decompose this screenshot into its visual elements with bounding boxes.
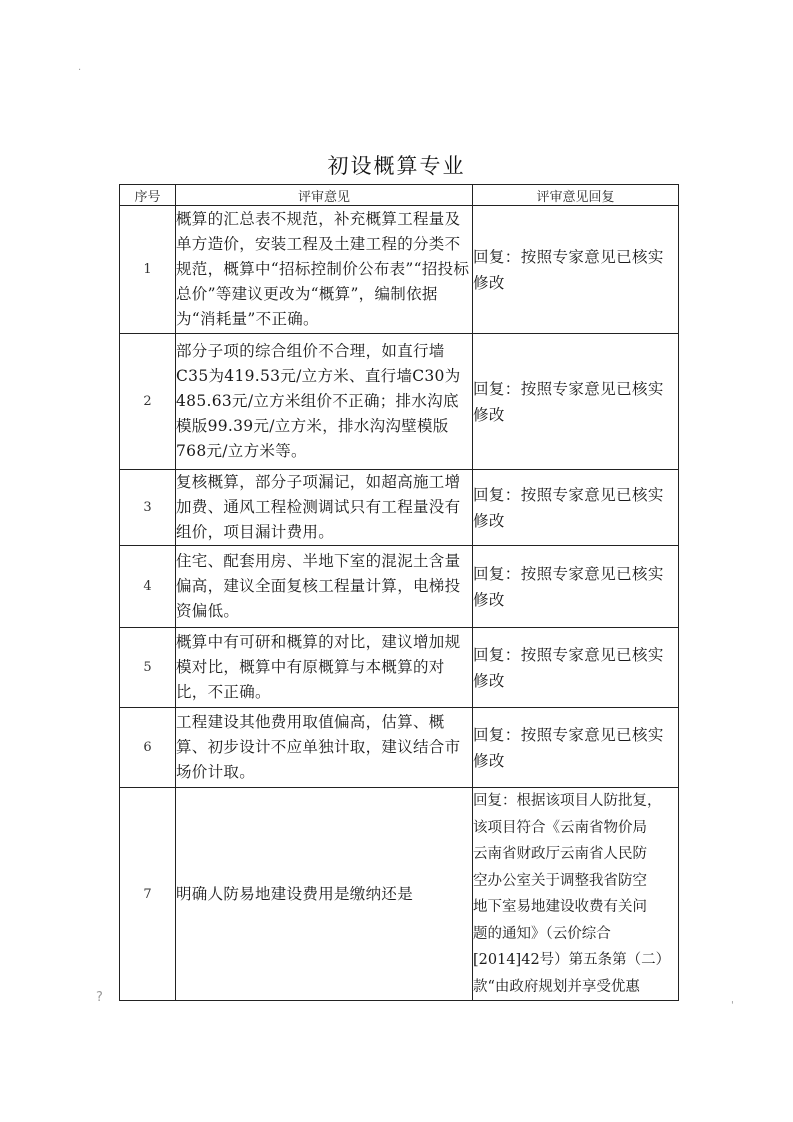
- row-opinion: 部分子项的综合组价不合理，如直行墙C35为419.53元/立方米、直行墙C30为485.63元/立方米组价不正确；排水沟底模版99.39元/立方米，排水沟沟壁模版768元/立方米等。: [176, 334, 473, 470]
- row-index: 4: [120, 546, 176, 628]
- row-reply: [473, 788, 679, 1001]
- table-row: [120, 206, 679, 334]
- reply-line: 云南省财政厅云南省人民防: [473, 846, 647, 862]
- table-row: [120, 788, 679, 1001]
- table-row: [120, 334, 679, 470]
- reply-line: 该项目符合《云南省物价局: [473, 819, 647, 836]
- table-row: [120, 546, 679, 628]
- row-index: 6: [120, 708, 176, 788]
- row-reply: 回复：按照专家意见已核实修改: [473, 470, 679, 546]
- reply-line: [2014]42号）第五条第（二）: [473, 952, 671, 968]
- row-index: 1: [120, 206, 176, 334]
- header-index: 序号: [120, 185, 176, 206]
- row-reply: 回复：按照专家意见已核实修改: [473, 628, 679, 708]
- row-index: 2: [120, 334, 176, 470]
- header-opinion: 评审意见: [176, 185, 473, 206]
- table-row: [120, 470, 679, 546]
- table-row: [120, 628, 679, 708]
- row-opinion: 概算中有可研和概算的对比，建议增加规模对比，概算中有原概算与本概算的对比，不正确。: [176, 628, 473, 708]
- row-opinion: 住宅、配套用房、半地下室的混泥土含量偏高，建议全面复核工程量计算，电梯投资偏低。: [176, 546, 473, 628]
- row-opinion: 明确人防易地建设费用是缴纳还是: [176, 788, 473, 1001]
- row-index: 7: [120, 788, 176, 1001]
- table-header-row: [120, 185, 679, 206]
- review-table: [119, 184, 679, 1001]
- page-title: 初设概算专业: [327, 154, 466, 178]
- reply-line: 题的通知》（云价综合: [473, 925, 611, 942]
- row-opinion: 复核概算，部分子项漏记，如超高施工增加费、通风工程检测调试只有工程量没有组价，项目漏计费用。: [176, 470, 473, 546]
- scan-mark-right: ': [731, 1000, 734, 1011]
- reply-line: 回复：根据该项目人防批复，: [473, 793, 662, 809]
- row-reply: 回复：按照专家意见已核实修改: [473, 546, 679, 628]
- row-reply: 回复：按照专家意见已核实修改: [473, 334, 679, 470]
- scan-mark-left: ?: [96, 990, 103, 1005]
- table-row: [120, 708, 679, 788]
- row-opinion: 工程建设其他费用取值偏高，估算、概算、初步设计不应单独计取，建议结合市场价计取。: [176, 708, 473, 788]
- row-index: 3: [120, 470, 176, 546]
- reply-line: 款“由政府规划并享受优惠: [473, 978, 640, 995]
- row-opinion: 概算的汇总表不规范，补充概算工程量及单方造价，安装工程及土建工程的分类不规范，概算中“招标控制价公布表”“招投标总价”等建议更改为“概算”，编制依据为“消耗量”不正确。: [176, 206, 473, 334]
- reply-line: 空办公室关于调整我省防空: [473, 872, 647, 889]
- row-index: 5: [120, 628, 176, 708]
- row-reply: 回复：按照专家意见已核实修改: [473, 206, 679, 334]
- row-reply: 回复：按照专家意见已核实修改: [473, 708, 679, 788]
- scan-mark-top: .: [78, 62, 82, 73]
- header-reply: 评审意见回复: [473, 185, 679, 206]
- reply-line: 地下室易地建设收费有关问: [473, 899, 647, 915]
